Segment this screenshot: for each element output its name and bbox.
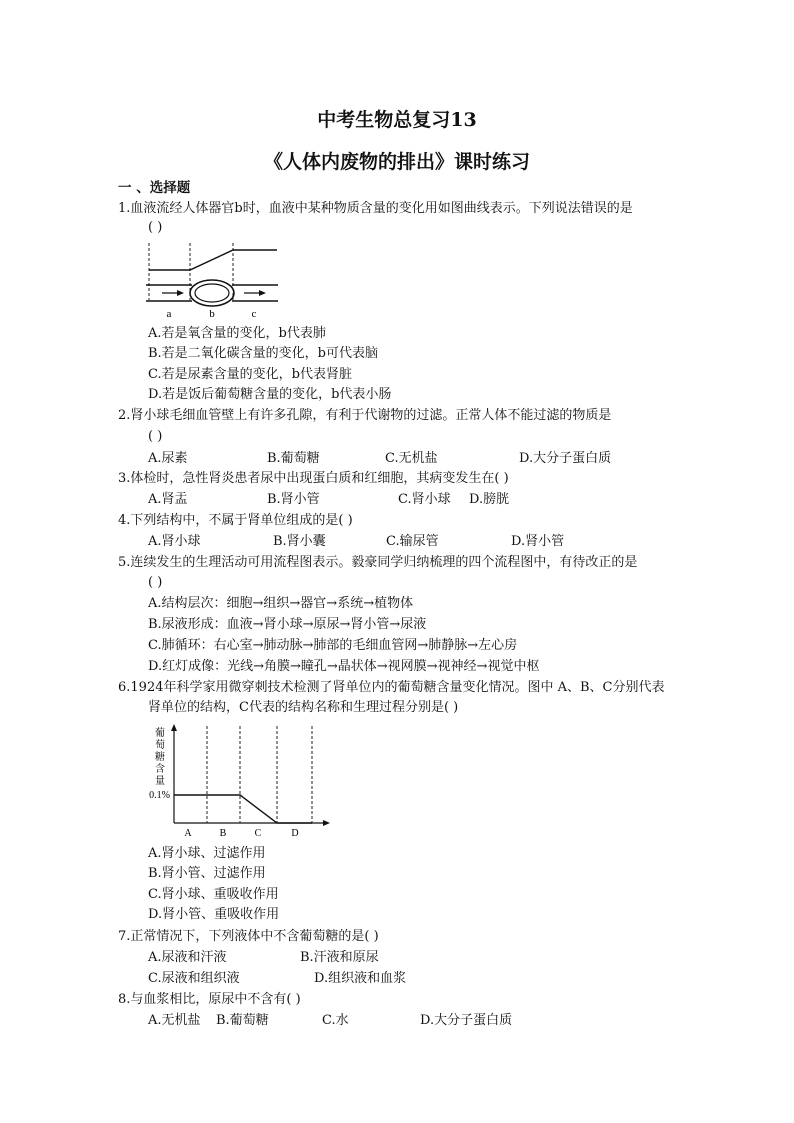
page-subtitle: 《人体内废物的排出》课时练习 <box>263 151 530 173</box>
question-1-option-b: B.若是二氧化碳含量的变化，b可代表脑 <box>148 346 379 361</box>
question-7-option-b: B.汗液和原尿 <box>300 950 379 965</box>
question-3-option-c: C.肾小球 <box>398 492 451 507</box>
question-7-option-c: C.尿液和组织液 <box>148 971 240 986</box>
question-4-stem: 4.下列结构中，不属于肾单位组成的是( ) <box>118 513 353 528</box>
page-title: 中考生物总复习13 <box>317 109 477 131</box>
question-5-option-a: A.结构层次：细胞→组织→器官→系统→植物体 <box>148 596 414 611</box>
question-6-chart <box>140 722 340 840</box>
question-6-stem-line2: 肾单位的结构，C代表的结构名称和生理过程分别是( ) <box>148 700 459 715</box>
chart-ylabel-3: 糖 <box>155 752 165 763</box>
question-1-paren: ( ) <box>148 220 163 235</box>
question-3-stem: 3.体检时，急性肾炎患者尿中出现蛋白质和红细胞，其病变发生在( ) <box>118 471 509 486</box>
figure-label-a: a <box>166 308 172 320</box>
question-5-option-b: B.尿液形成：血液→肾小球→原尿→肾小管→尿液 <box>148 617 427 632</box>
question-1-figure <box>140 238 280 320</box>
section-heading: 一 、选择题 <box>118 180 191 196</box>
chart-xtick-c: C <box>254 828 262 839</box>
question-2-option-a: A.尿素 <box>148 451 188 466</box>
chart-xtick-d: D <box>291 828 299 839</box>
question-1-option-c: C.若是尿素含量的变化，b代表肾脏 <box>148 367 352 382</box>
figure-label-c: c <box>251 308 257 320</box>
question-5-paren: ( ) <box>148 575 163 590</box>
question-7-option-d: D.组织液和血浆 <box>314 971 407 986</box>
question-2-option-b: B.葡萄糖 <box>267 451 320 466</box>
chart-ylabel-2: 萄 <box>155 740 165 751</box>
question-1-option-a: A.若是氧含量的变化，b代表肺 <box>148 326 326 341</box>
question-6-option-c: C.肾小球、重吸收作用 <box>148 887 279 902</box>
question-4-option-a: A.肾小球 <box>148 534 201 549</box>
question-6-stem-line1: 6.1924年科学家用微穿刺技术检测了肾单位内的葡萄糖含量变化情况。图中 A、B、C分别代表 <box>118 680 665 695</box>
question-4-option-d: D.肾小管 <box>511 534 565 549</box>
question-1-option-d: D.若是饭后葡萄糖含量的变化，b代表小肠 <box>148 387 392 402</box>
question-5-stem: 5.连续发生的生理活动可用流程图表示。毅豪同学归纳梳理的四个流程图中，有待改正的是 <box>118 555 638 570</box>
question-2-stem: 2.肾小球毛细血管壁上有许多孔隙，有利于代谢物的过滤。正常人体不能过滤的物质是 <box>118 408 612 423</box>
question-4-option-b: B.肾小囊 <box>273 534 326 549</box>
question-5-option-c: C.肺循环：右心室→肺动脉→肺部的毛细血管网→肺静脉→左心房 <box>148 638 518 653</box>
question-7-option-a: A.尿液和汗液 <box>148 950 227 965</box>
question-3-option-d: D.膀胱 <box>469 492 510 507</box>
question-8-option-b: B.葡萄糖 <box>216 1013 269 1028</box>
chart-ylabel-4: 含 <box>155 764 165 775</box>
question-7-stem: 7.正常情况下，下列液体中不含葡萄糖的是( ) <box>118 929 379 944</box>
figure-label-b: b <box>209 308 215 320</box>
question-3-option-a: A.肾盂 <box>148 492 188 507</box>
question-4-option-c: C.输尿管 <box>386 534 439 549</box>
question-2-option-c: C.无机盐 <box>385 451 438 466</box>
question-6-option-b: B.肾小管、过滤作用 <box>148 866 266 881</box>
question-8-option-d: D.大分子蛋白质 <box>420 1013 513 1028</box>
question-3-option-b: B.肾小管 <box>267 492 320 507</box>
chart-ylabel-1: 葡 <box>155 728 165 739</box>
question-6-option-a: A.肾小球、过滤作用 <box>148 846 266 861</box>
chart-xtick-a: A <box>184 828 192 839</box>
chart-xtick-b: B <box>219 828 227 839</box>
question-8-option-c: C.水 <box>322 1013 349 1028</box>
question-6-option-d: D.肾小管、重吸收作用 <box>148 907 280 922</box>
question-8-stem: 8.与血浆相比，原尿中不含有( ) <box>118 992 301 1007</box>
chart-ylabel-5: 量 <box>155 776 165 787</box>
chart-ytick: 0.1% <box>149 790 170 801</box>
question-2-paren: ( ) <box>148 429 163 444</box>
question-1-stem: 1.血液流经人体器官b时，血液中某种物质含量的变化用如图曲线表示。下列说法错误的是 <box>118 201 633 216</box>
question-8-option-a: A.无机盐 <box>148 1013 201 1028</box>
question-5-option-d: D.红灯成像：光线→角膜→瞳孔→晶状体→视网膜→视神经→视觉中枢 <box>148 659 540 674</box>
question-2-option-d: D.大分子蛋白质 <box>519 451 612 466</box>
